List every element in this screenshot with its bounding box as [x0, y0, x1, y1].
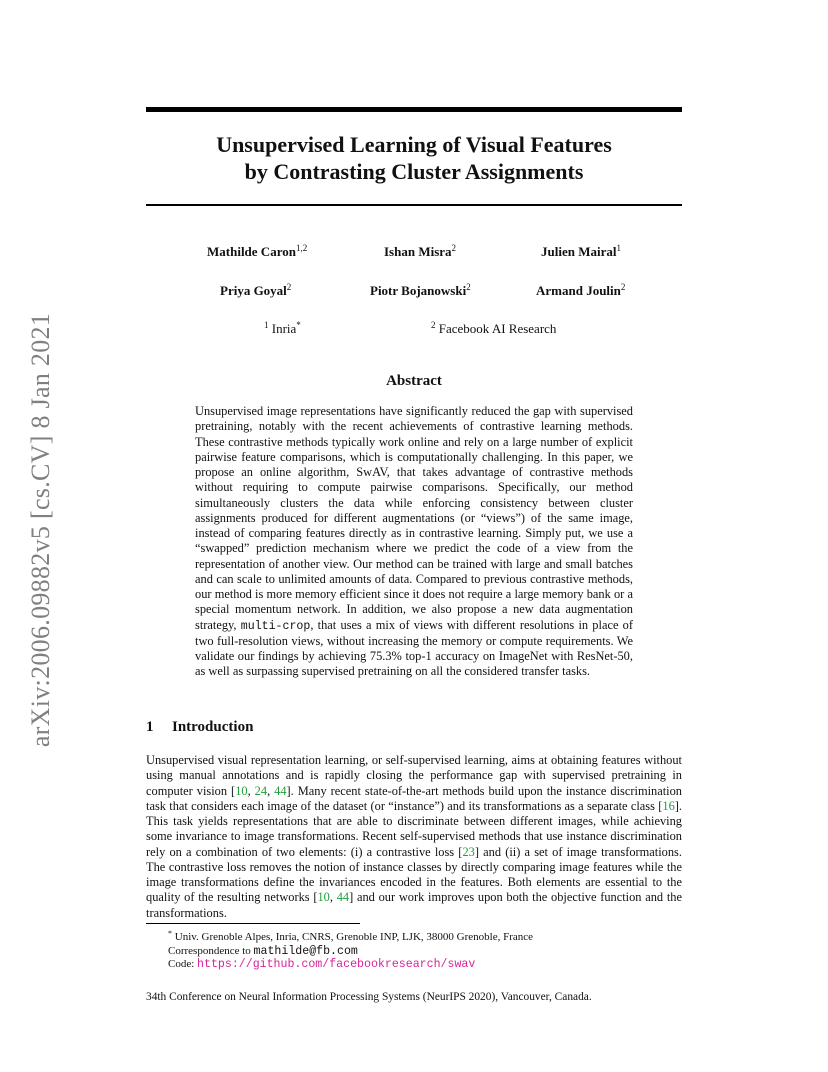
footnote-code: Code: https://github.com/facebookresearch/swav	[168, 958, 476, 971]
section-heading-introduction: 1 Introduction	[146, 719, 254, 735]
citation-link[interactable]: 44	[336, 890, 350, 905]
author-caron: Mathilde Caron$^{1,2}$	[207, 243, 308, 259]
accuracy-value: 75.3%	[369, 649, 402, 663]
author-bojanowski: Piotr Bojanowski$^2$	[370, 282, 471, 298]
title-line-1: Unsupervised Learning of Visual Features	[216, 132, 612, 157]
citation-link[interactable]: 23	[462, 844, 475, 859]
arxiv-stamp: arXiv:2006.09882v5 [cs.CV] 8 Jan 2021	[26, 312, 55, 748]
abstract-body: Unsupervised image representations have significantly reduced the gap with supervised pretraining, notably with the recent achievements of contrastive learning methods. These contrastive methods typically work online and rely on a large number of explicit pairwise feature comparisons, which is computationally challenging. In this paper, we propose an online algorithm, SwAV, that takes advantage of contrastive methods without requiring to compute pairwise comparisons. Specifically, our method simultaneously clusters the data while enforcing consistency between cluster assignments produced for different augmentations (or “views”) of the same image, instead of comparing features directly as in contrastive learning. Simply put, we use a “swapped” prediction mechanism where we predict the code of a view from the representation of another view. Our method can be trained with large and small batches and can scale to unlimited amounts of data. Compared to previous contrastive methods, our method is more memory efficient since it does not require a large memory bank or a special momentum network. In addition, we also propose a new data augmentation strategy, multi-crop, that uses a mix of views with different resolutions in place of two full-resolution views, without increasing the memory or compute requirements. We validate our findings by achieving 75.3% top-1 accuracy on ImageNet with ResNet-50, as well as surpassing supervised pretraining on all the considered transfer tasks.	[195, 404, 633, 679]
affiliation-inria: $^1$ Inria*	[264, 320, 301, 336]
introduction-body: Unsupervised visual representation learning, or self-supervised learning, aims at obtaining features without using manual annotations and is rapidly closing the performance gap with supervised pretraining in computer vision [10, 24, 44]. Many recent state-of-the-art methods build upon the instance discrimination task that considers each image of the dataset (or “instance”) and its transformations as a separate class [16]. This task yields representations that are able to discriminate between different images, while achieving some invariance to image transformations. Recent self-supervised methods that use instance discrimination rely on a combination of two elements: (i) a contrastive loss [23] and (ii) a set of image transformations. The contrastive loss removes the notion of instance classes by directly comparing image features while the image transformations define the invariances encoded in the features. Both elements are essential to the quality of the resulting networks [10, 44] and our work improves upon both the objective function and the transformations.	[146, 753, 682, 920]
abstract-heading: Abstract	[386, 373, 442, 389]
author-misra: Ishan Misra$^2$	[384, 243, 457, 259]
citation-link[interactable]: 44	[274, 783, 287, 798]
author-joulin: Armand Joulin$^2$	[536, 282, 626, 298]
email-link[interactable]: mathilde@fb.com	[253, 944, 358, 958]
citation-link[interactable]: 16	[662, 798, 675, 813]
citation-link[interactable]: 10	[317, 890, 330, 905]
title-rule-top	[146, 107, 682, 112]
multi-crop-code: multi-crop	[240, 619, 311, 633]
code-url-link[interactable]: https://github.com/facebookresearch/swav	[197, 958, 476, 971]
author-goyal: Priya Goyal$^2$	[220, 282, 292, 298]
affiliation-fair: $^2$ Facebook AI Research	[431, 320, 557, 336]
footnotes	[168, 927, 668, 972]
citation-link[interactable]: 10	[235, 783, 248, 798]
title-line-2: by Contrasting Cluster Assignments	[244, 159, 584, 184]
conference-note: 34th Conference on Neural Information Processing Systems (NeurIPS 2020), Vancouver, Canada.	[146, 991, 592, 1003]
footnote-rule	[146, 923, 360, 924]
footnote-affiliation: * Univ. Grenoble Alpes, Inria, CNRS, Grenoble INP, LJK, 38000 Grenoble, France	[168, 929, 534, 943]
footnote-correspondence: Correspondence to mathilde@fb.com	[168, 944, 358, 958]
paper-title	[146, 131, 682, 185]
author-mairal: Julien Mairal$^1$	[541, 243, 621, 259]
citation-link[interactable]: 24	[254, 783, 268, 798]
title-rule-bottom	[146, 204, 682, 206]
